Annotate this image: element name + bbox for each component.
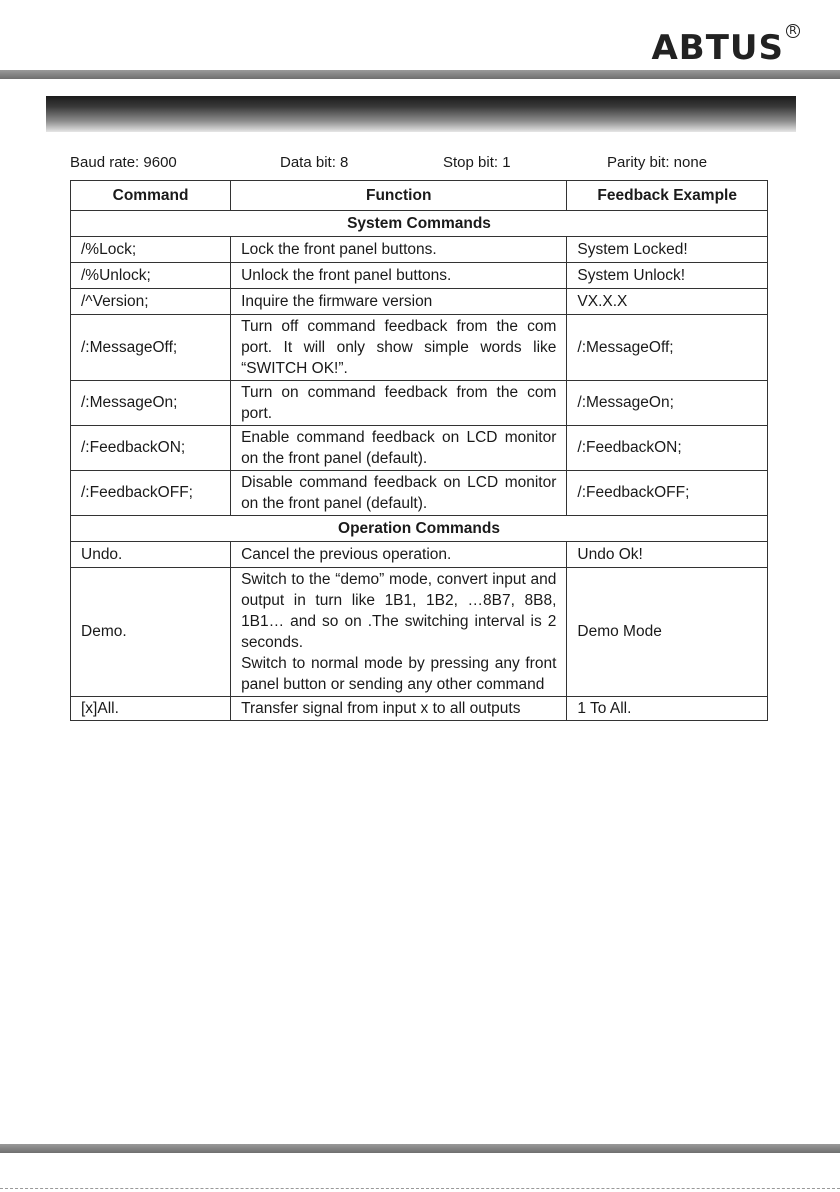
table-row <box>71 315 768 381</box>
command-cell: /%Lock; <box>71 237 231 263</box>
data-bit: Data bit: 8 <box>280 154 349 171</box>
feedback-cell: /:MessageOff; <box>567 315 768 381</box>
parity-bit: Parity bit: none <box>607 154 708 171</box>
table-row <box>71 263 768 289</box>
function-cell: Cancel the previous operation. <box>231 542 567 568</box>
brand-logo-text: ABTUS <box>651 28 784 68</box>
table-row <box>71 542 768 568</box>
header-function: Function <box>231 181 567 211</box>
function-cell: Turn off command feedback from the com port. It will only show simple words like “SWITCH OK!”. <box>231 315 567 381</box>
command-table <box>70 180 768 721</box>
command-cell: /:MessageOff; <box>71 315 231 381</box>
brand-logo <box>651 24 800 68</box>
command-cell: Undo. <box>71 542 231 568</box>
table-row <box>71 426 768 471</box>
serial-settings <box>70 154 770 174</box>
function-cell: Turn on command feedback from the com port. <box>231 381 567 426</box>
feedback-cell: Demo Mode <box>567 568 768 697</box>
table-row <box>71 471 768 516</box>
header-feedback: Feedback Example <box>567 181 768 211</box>
stop-bit: Stop bit: 1 <box>443 154 511 171</box>
table-row <box>71 237 768 263</box>
header-rule <box>0 70 840 79</box>
feedback-cell: /:FeedbackOFF; <box>567 471 768 516</box>
section-title: Operation Commands <box>71 516 768 542</box>
page-edge-line <box>0 1188 840 1189</box>
table-header-row <box>71 181 768 211</box>
table-row <box>71 568 768 697</box>
table-row <box>71 289 768 315</box>
section-title-band <box>46 96 796 132</box>
function-cell: Enable command feedback on LCD monitor on the front panel (default). <box>231 426 567 471</box>
function-cell: Transfer signal from input x to all outputs <box>231 697 567 721</box>
function-cell <box>231 568 567 697</box>
command-cell: /:MessageOn; <box>71 381 231 426</box>
feedback-cell: /:MessageOn; <box>567 381 768 426</box>
command-cell: /^Version; <box>71 289 231 315</box>
baud-rate: Baud rate: 9600 <box>70 154 177 171</box>
function-cell: Unlock the front panel buttons. <box>231 263 567 289</box>
section-row-system <box>71 211 768 237</box>
function-text: Switch to the “demo” mode, convert input and output in turn like 1B1, 1B2, …8B7, 8B8, 1B1… and so on .The switching interval is 2 seconds. <box>241 571 557 651</box>
command-cell: /%Unlock; <box>71 263 231 289</box>
feedback-cell: System Unlock! <box>567 263 768 289</box>
function-text-extra: Switch to normal mode by pressing any front panel button or sending any other command <box>241 655 557 693</box>
section-title: System Commands <box>71 211 768 237</box>
feedback-cell: 1 To All. <box>567 697 768 721</box>
function-cell: Lock the front panel buttons. <box>231 237 567 263</box>
function-cell: Inquire the firmware version <box>231 289 567 315</box>
command-cell: /:FeedbackON; <box>71 426 231 471</box>
feedback-cell: System Locked! <box>567 237 768 263</box>
feedback-cell: Undo Ok! <box>567 542 768 568</box>
registered-mark: R <box>786 24 800 38</box>
command-cell: [x]All. <box>71 697 231 721</box>
header-command: Command <box>71 181 231 211</box>
command-cell: /:FeedbackOFF; <box>71 471 231 516</box>
table-row <box>71 381 768 426</box>
command-cell: Demo. <box>71 568 231 697</box>
table-row <box>71 697 768 721</box>
section-row-operation <box>71 516 768 542</box>
function-cell: Disable command feedback on LCD monitor on the front panel (default). <box>231 471 567 516</box>
feedback-cell: /:FeedbackON; <box>567 426 768 471</box>
feedback-cell: VX.X.X <box>567 289 768 315</box>
footer-rule <box>0 1144 840 1153</box>
